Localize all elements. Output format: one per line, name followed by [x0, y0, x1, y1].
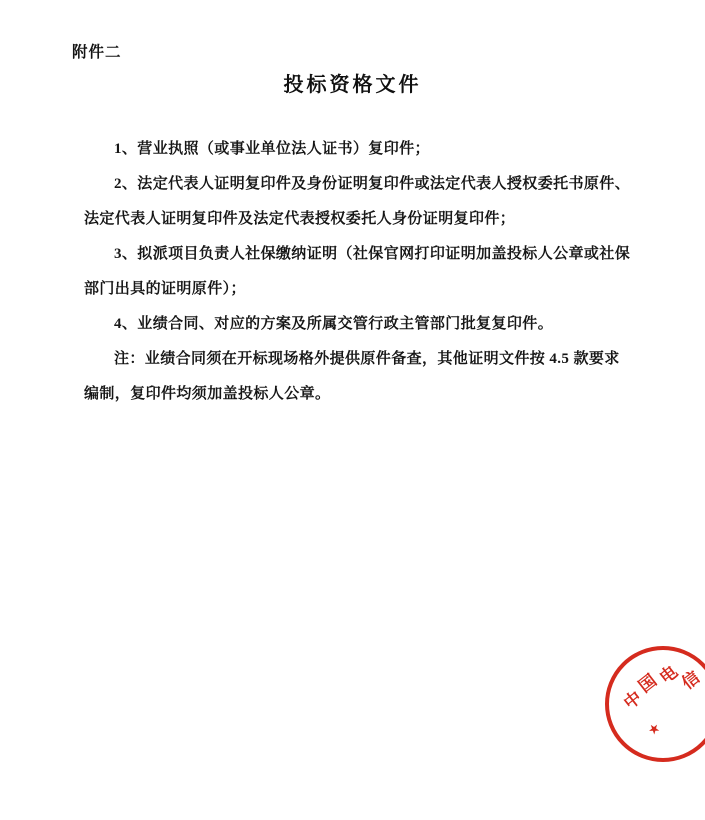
page-title: 投标资格文件: [283, 74, 422, 96]
document-body: [84, 132, 632, 412]
clause-paragraph-4: 4、业绩合同、对应的方案及所属交管行政主管部门批复复印件。: [114, 315, 554, 332]
red-seal-stamp: [599, 640, 705, 768]
clause-paragraph-1: 1、营业执照（或事业单位法人证书）复印件；: [114, 141, 430, 157]
clause-paragraph-3: 3、拟派项目负责人社保缴纳证明（社保官网打印证明加盖投标人公章或社保部门出具的证明原件）；: [84, 245, 631, 297]
clause-paragraph-2: 2、法定代表人证明复印件及身份证明复印件或法定代表人授权委托书原件、法定代表人证明复印件及法定代表授权委托人身份证明复印件；: [84, 175, 631, 227]
svg-text:电: 电: [656, 662, 682, 688]
svg-text:信: 信: [678, 667, 704, 694]
attachment-label: 附件二: [72, 44, 122, 61]
svg-text:中: 中: [620, 687, 646, 714]
svg-text:国: 国: [635, 670, 661, 697]
note-paragraph: 注：业绩合同须在开标现场格外提供原件备查，其他证明文件按 4.5 款要求编制，复印件均须加盖投标人公章。: [84, 350, 620, 402]
svg-text:★: ★: [646, 721, 663, 738]
